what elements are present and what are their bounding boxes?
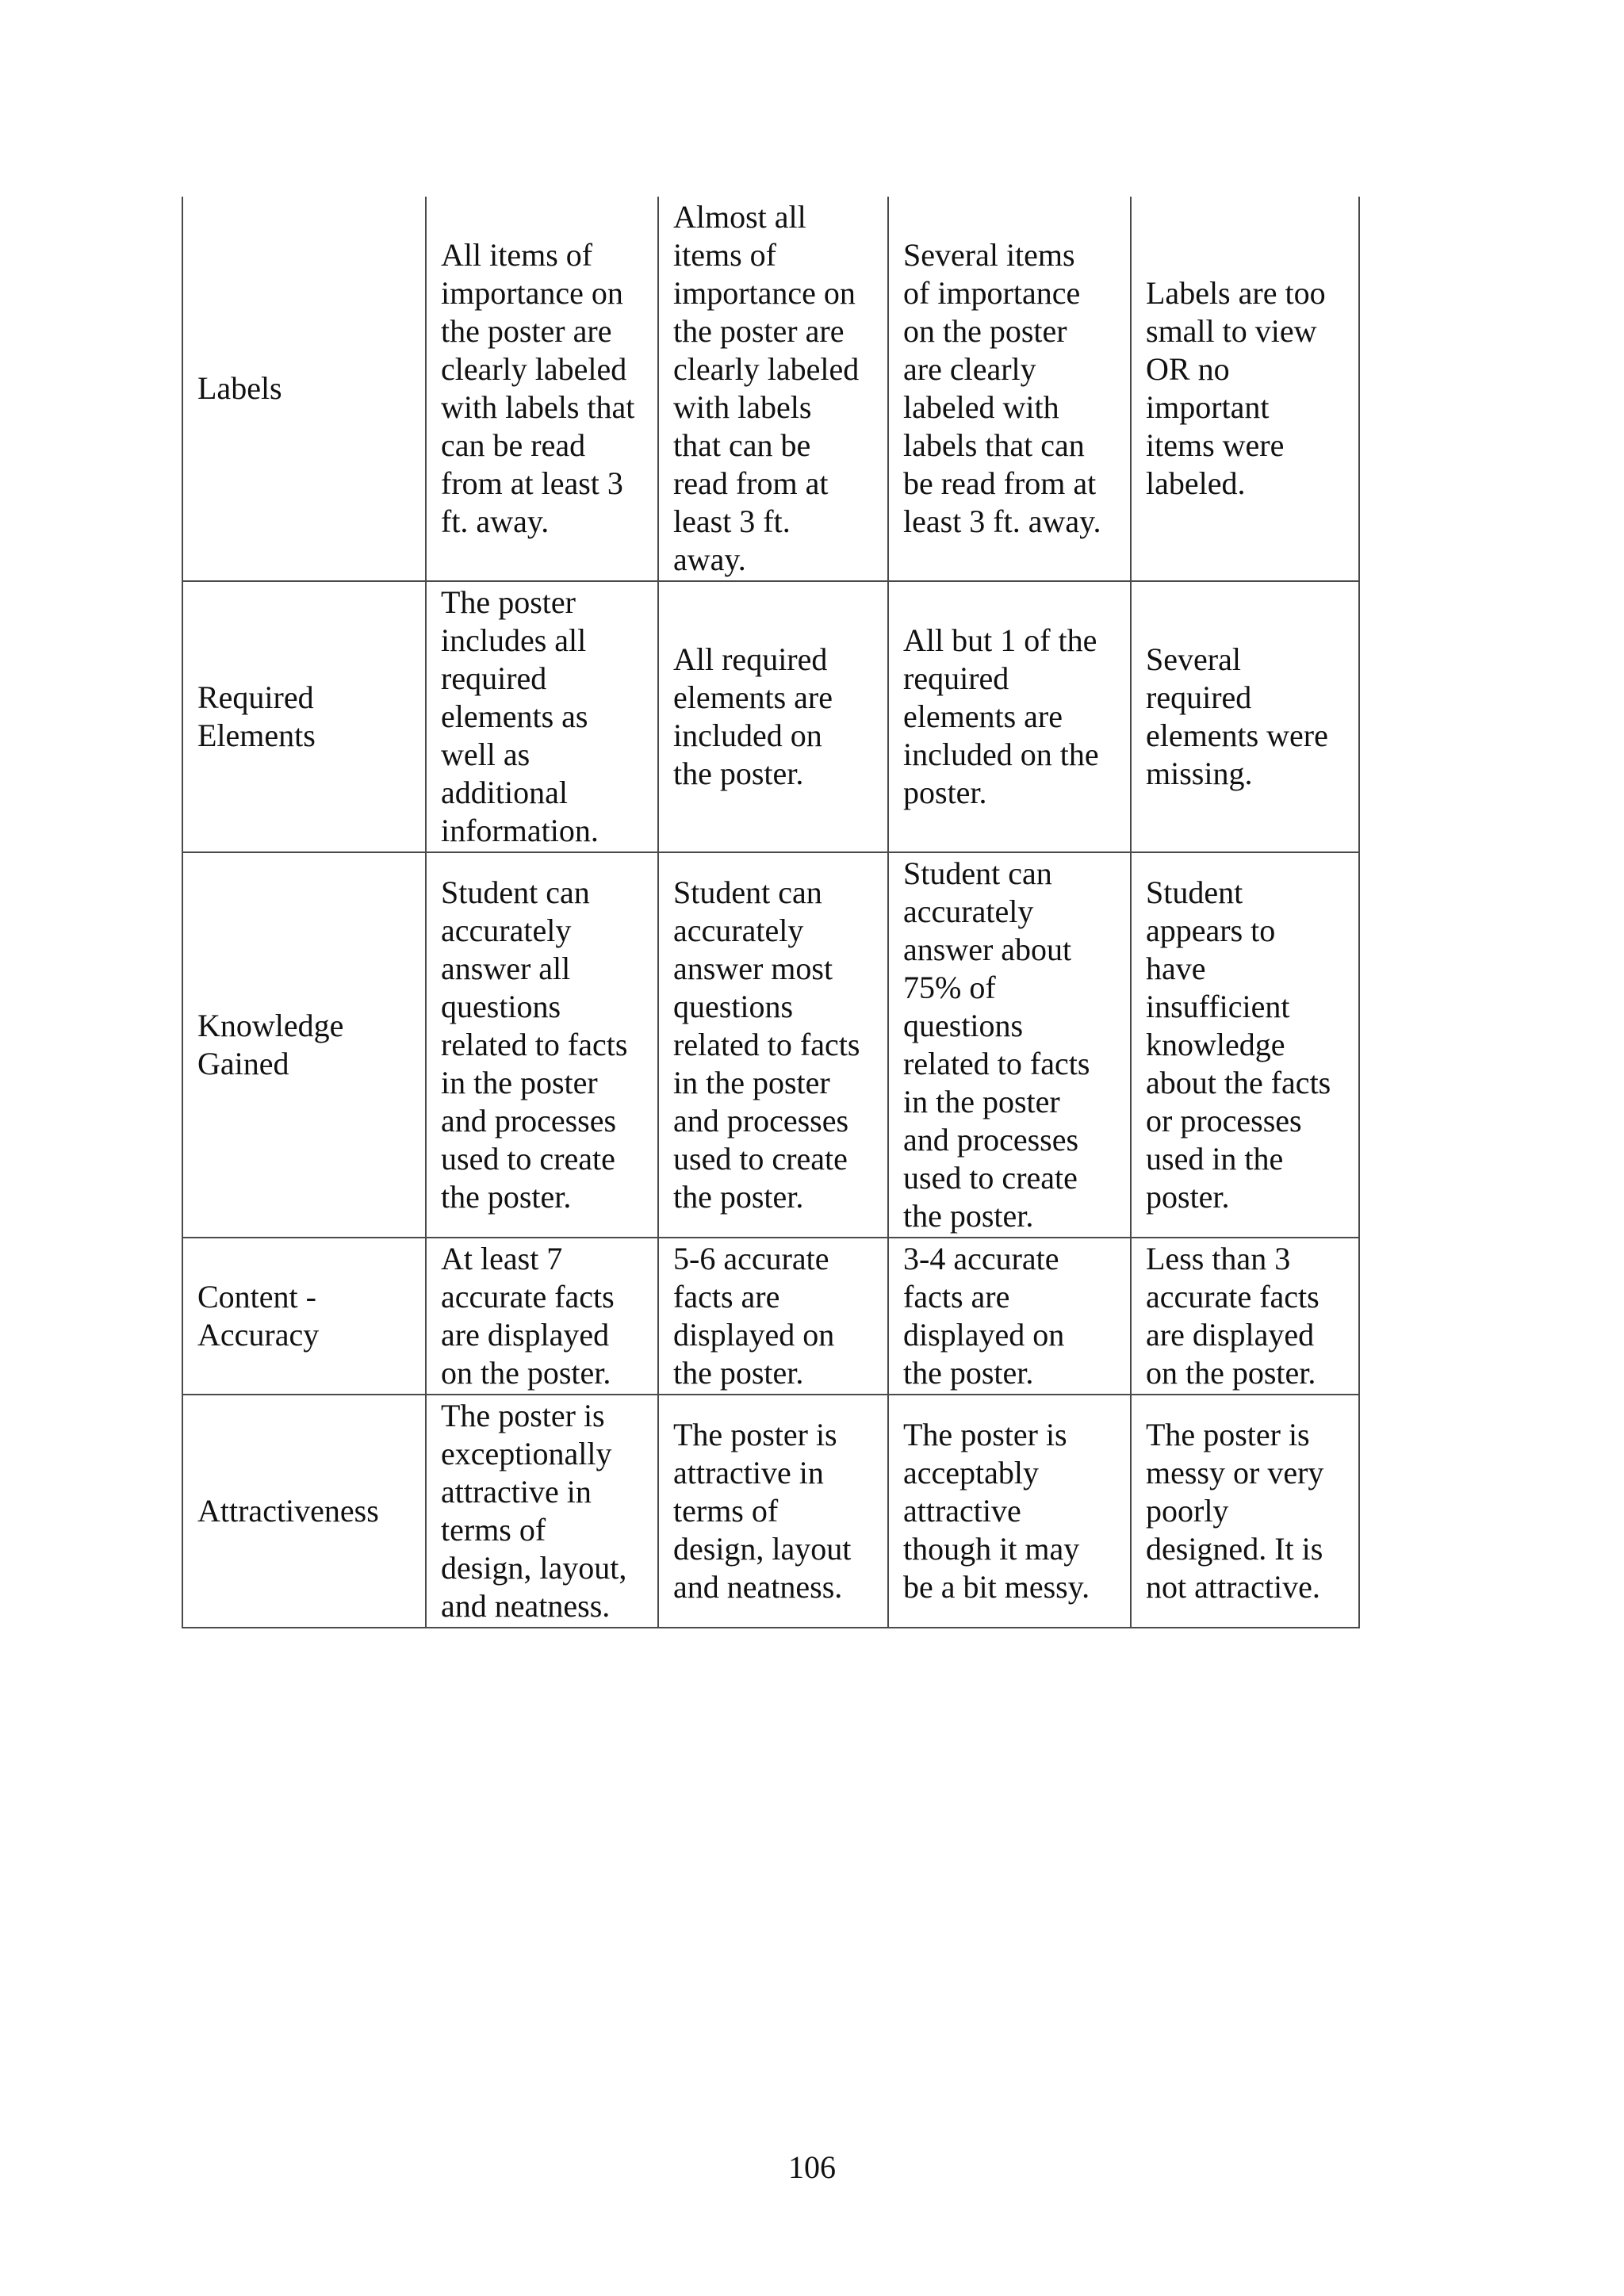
- rubric-row-content-accuracy: [182, 1238, 1359, 1395]
- criterion-label: Attractiveness: [197, 1493, 379, 1529]
- level-4-cell: [426, 1395, 658, 1628]
- level-1-cell: [1131, 581, 1359, 852]
- level-2-description: Student can accurately answer about 75% of questions related to facts in the poster and processes used to create the poster.: [903, 855, 1090, 1234]
- level-3-cell: [658, 1238, 888, 1395]
- criterion-label: Content - Accuracy: [197, 1279, 320, 1353]
- level-3-description: 5-6 accurate facts are displayed on the poster.: [673, 1241, 835, 1391]
- level-4-cell: [426, 197, 658, 581]
- level-1-cell: [1131, 1238, 1359, 1395]
- rubric-row-attractiveness: [182, 1395, 1359, 1628]
- level-1-cell: [1131, 1395, 1359, 1628]
- criterion-cell: [182, 1238, 426, 1395]
- level-2-cell: [888, 852, 1131, 1238]
- level-1-description: Less than 3 accurate facts are displayed on the poster.: [1146, 1241, 1320, 1391]
- level-3-cell: [658, 581, 888, 852]
- level-1-description: The poster is messy or very poorly designed. It is not attractive.: [1146, 1417, 1324, 1605]
- level-3-cell: [658, 852, 888, 1238]
- level-4-cell: [426, 581, 658, 852]
- rubric-row-knowledge-gained: [182, 852, 1359, 1238]
- rubric-row-labels: [182, 197, 1359, 581]
- criterion-cell: [182, 581, 426, 852]
- level-1-cell: [1131, 852, 1359, 1238]
- level-3-description: The poster is attractive in terms of design, layout and neatness.: [673, 1417, 852, 1605]
- level-2-cell: [888, 1395, 1131, 1628]
- level-4-description: All items of importance on the poster are clearly labeled with labels that can be read from at least 3 ft. away.: [441, 237, 635, 539]
- level-2-description: All but 1 of the required elements are included on the poster.: [903, 622, 1099, 810]
- criterion-cell: [182, 197, 426, 581]
- level-1-description: Student appears to have insufficient knowledge about the facts or processes used in the poster.: [1146, 874, 1331, 1215]
- level-4-cell: [426, 1238, 658, 1395]
- rubric-row-required-elements: [182, 581, 1359, 852]
- level-2-cell: [888, 581, 1131, 852]
- level-4-description: Student can accurately answer all questions related to facts in the poster and processes used to create the poster.: [441, 874, 628, 1215]
- level-2-description: 3-4 accurate facts are displayed on the poster.: [903, 1241, 1065, 1391]
- level-2-cell: [888, 1238, 1131, 1395]
- level-3-cell: [658, 197, 888, 581]
- level-3-description: All required elements are included on the poster.: [673, 641, 833, 791]
- page-number: 106: [788, 2149, 836, 2185]
- level-1-description: Labels are too small to view OR no important items were labeled.: [1146, 275, 1326, 501]
- level-2-cell: [888, 197, 1131, 581]
- level-4-description: The poster includes all required elements as well as additional information.: [441, 584, 599, 848]
- level-4-cell: [426, 852, 658, 1238]
- level-3-description: Almost all items of importance on the poster are clearly labeled with labels that can be read from at least 3 ft. away.: [673, 199, 860, 577]
- criterion-cell: [182, 852, 426, 1238]
- rubric-table: [182, 197, 1360, 1628]
- criterion-label: Knowledge Gained: [197, 1008, 344, 1081]
- level-1-description: Several required elements were missing.: [1146, 641, 1328, 791]
- level-1-cell: [1131, 197, 1359, 581]
- level-2-description: Several items of importance on the poster are clearly labeled with labels that can be read from at least 3 ft. away.: [903, 237, 1101, 539]
- criterion-label: Required Elements: [197, 679, 316, 753]
- criterion-cell: [182, 1395, 426, 1628]
- level-3-cell: [658, 1395, 888, 1628]
- level-4-description: At least 7 accurate facts are displayed on the poster.: [441, 1241, 615, 1391]
- level-2-description: The poster is acceptably attractive though it may be a bit messy.: [903, 1417, 1090, 1605]
- level-3-description: Student can accurately answer most questions related to facts in the poster and processes used to create the poster.: [673, 874, 860, 1215]
- criterion-label: Labels: [197, 370, 282, 406]
- level-4-description: The poster is exceptionally attractive in terms of design, layout, and neatness.: [441, 1398, 627, 1624]
